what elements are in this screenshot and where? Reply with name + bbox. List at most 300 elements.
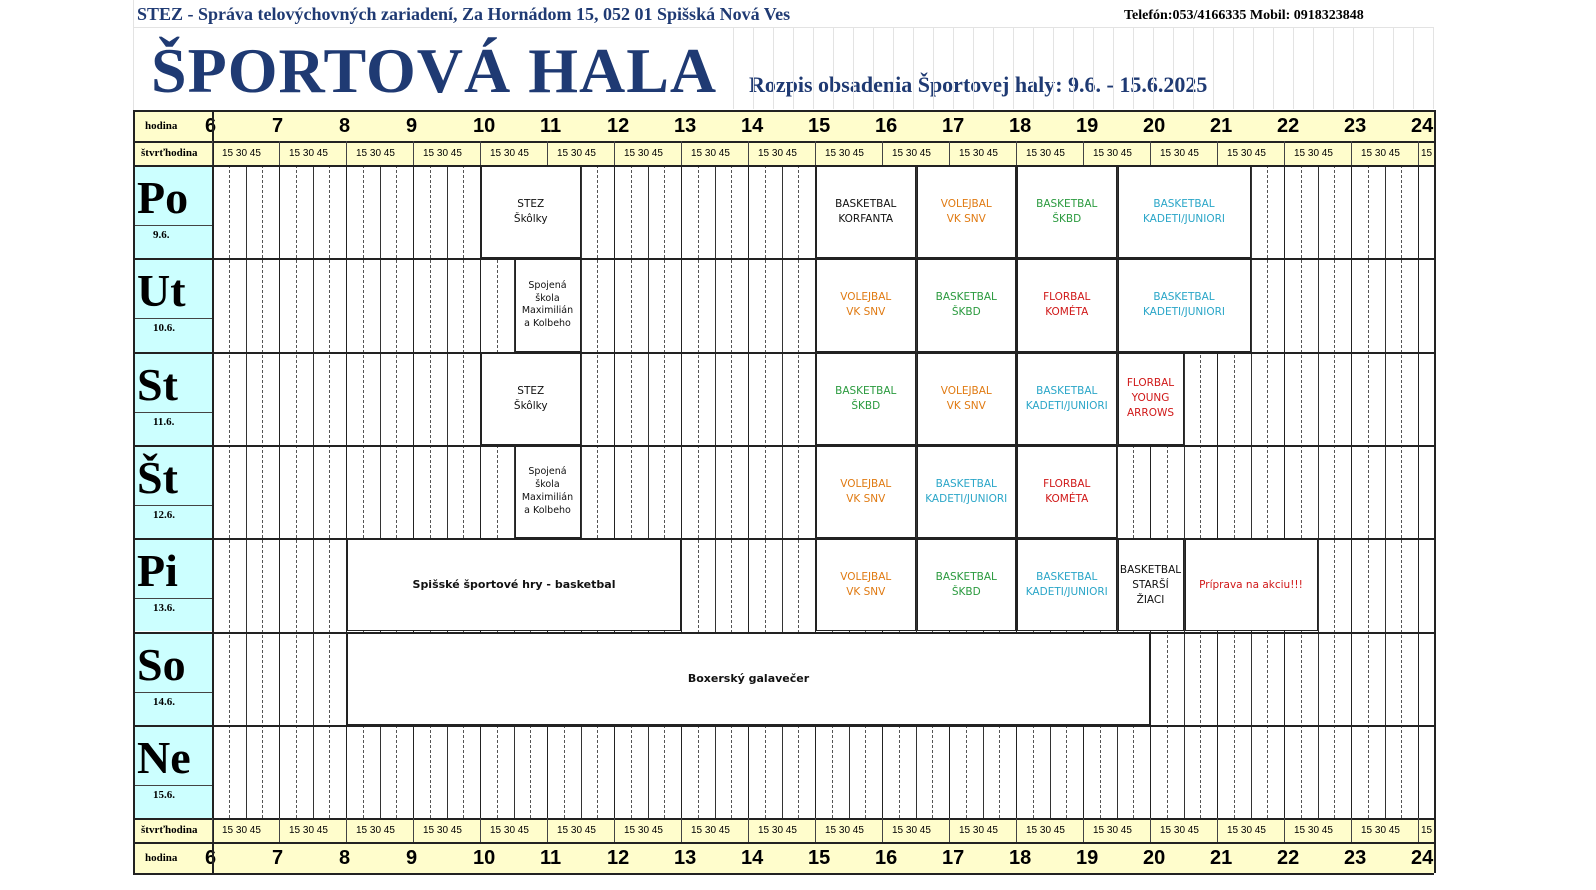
event-line: BASKETBAL — [935, 291, 997, 304]
event-text — [1143, 197, 1225, 227]
quarter-labels: 15 30 45 — [423, 148, 462, 159]
event-line: škola — [535, 479, 560, 491]
quarter-band-separator — [815, 818, 816, 842]
quarter-band-separator — [748, 818, 749, 842]
event-line: BASKETBAL — [1153, 291, 1215, 304]
quarter-gridline — [1385, 165, 1386, 818]
quarter-band-separator — [614, 818, 615, 842]
event-line: VK SNV — [846, 586, 886, 599]
schedule-event[interactable] — [1017, 539, 1117, 631]
border-line — [133, 110, 135, 873]
hour-label: 17 — [942, 847, 965, 869]
event-line: a Kolbeho — [524, 318, 571, 330]
border-line — [1434, 110, 1436, 873]
hour-label: 8 — [339, 847, 351, 869]
schedule-event[interactable] — [1017, 353, 1117, 445]
quarter-band-separator — [279, 818, 280, 842]
quarter-band-separator — [1418, 818, 1419, 842]
quarter-labels: 15 30 45 — [691, 148, 730, 159]
event-text — [840, 290, 891, 320]
sheet-gridline — [1173, 27, 1174, 109]
hour-gridline — [279, 165, 280, 818]
quarter-band-separator — [212, 818, 213, 842]
quarter-labels: 15 30 45 — [1294, 148, 1333, 159]
hour-label: 23 — [1344, 847, 1367, 869]
event-line: ŠKBD — [851, 399, 881, 412]
sheet-gridline — [893, 27, 894, 109]
hour-label: 9 — [406, 115, 418, 137]
quarter-gridline — [1368, 165, 1369, 818]
hour-label: 14 — [741, 115, 764, 137]
day-date-separator — [133, 505, 212, 506]
quarter-band-separator — [346, 141, 347, 165]
hour-gridline — [1418, 165, 1419, 818]
quarter-labels: 15 30 45 — [1361, 825, 1400, 836]
quarter-gridline — [296, 165, 297, 818]
sheet-gridline — [1313, 27, 1314, 109]
event-text — [925, 477, 1007, 507]
quarter-band-separator — [413, 818, 414, 842]
quarter-labels: 15 30 45 — [356, 825, 395, 836]
schedule-event[interactable] — [515, 259, 581, 351]
hour-label: 12 — [607, 847, 630, 869]
sheet-gridline — [1193, 27, 1194, 109]
quarter-labels: 15 30 45 — [825, 825, 864, 836]
quarter-labels: 15 30 45 — [289, 148, 328, 159]
quarter-band-separator — [882, 141, 883, 165]
event-text — [941, 384, 992, 414]
sheet-gridline — [1013, 27, 1014, 109]
event-line: STEZ — [517, 197, 545, 210]
hour-label: 12 — [607, 115, 630, 137]
event-line: Boxerský galavečer — [687, 671, 810, 685]
row-line — [133, 445, 1434, 447]
hour-label: 14 — [741, 847, 764, 869]
day-date: 13.6. — [153, 602, 175, 615]
event-line: ŠKBD — [951, 306, 981, 319]
quarter-band-separator — [1083, 141, 1084, 165]
event-line: Škôlky — [513, 213, 548, 226]
day-name: Ne — [137, 731, 191, 783]
sheet-gridline — [833, 27, 834, 109]
hour-label: 19 — [1076, 115, 1099, 137]
quarter-gridline — [246, 165, 247, 818]
sheet-gridline — [1273, 27, 1274, 109]
sheet-gridline — [1353, 27, 1354, 109]
event-line: KORFANTA — [838, 213, 894, 226]
schedule-event[interactable] — [816, 353, 916, 445]
event-text — [840, 477, 891, 507]
schedule-event[interactable] — [816, 259, 916, 351]
page-title: ŠPORTOVÁ HALA — [151, 35, 718, 106]
hour-label: 24 — [1411, 115, 1434, 137]
quarter-band-separator — [681, 141, 682, 165]
event-line: Spojená — [528, 279, 567, 291]
event-text — [1119, 563, 1183, 609]
day-date: 9.6. — [153, 229, 170, 241]
schedule-event[interactable] — [917, 353, 1017, 445]
event-line: BASKETBAL — [835, 197, 897, 210]
quarter-band-separator — [480, 141, 481, 165]
sheet-gridline — [1093, 27, 1094, 109]
sheet-gridline — [793, 27, 794, 109]
event-line: BASKETBAL — [935, 477, 997, 490]
quarter-gridline — [262, 165, 263, 818]
schedule-event[interactable] — [1017, 446, 1117, 538]
event-line: VOLEJBAL — [840, 571, 892, 584]
hour-label: 15 — [808, 847, 831, 869]
sheet-gridline — [1153, 27, 1154, 109]
event-line: STEZ — [517, 384, 545, 397]
quarter-labels: 15 30 45 — [557, 825, 596, 836]
day-date-separator — [133, 785, 212, 786]
quarter-band-separator — [1217, 818, 1218, 842]
event-line: YOUNG — [1131, 392, 1170, 405]
hour-band — [133, 842, 1434, 873]
sheet-gridline — [733, 27, 734, 109]
quarter-band-separator — [1016, 141, 1017, 165]
event-line: VK SNV — [846, 306, 886, 319]
event-line: KADETI/JUNIORI — [1142, 213, 1226, 226]
quarter-gridline — [1401, 165, 1402, 818]
event-line: Spišské športové hry - basketbal — [412, 578, 616, 592]
event-text — [936, 290, 997, 320]
quarter-labels: 15 30 45 — [691, 825, 730, 836]
schedule-event[interactable] — [347, 539, 681, 631]
sheet-gridline — [933, 27, 934, 109]
event-text — [840, 570, 891, 600]
event-line: ŠKBD — [951, 586, 981, 599]
quarter-gridline — [1301, 165, 1302, 818]
event-line: Spojená — [528, 466, 567, 478]
hour-label: 8 — [339, 115, 351, 137]
sheet-gridline — [133, 0, 134, 110]
quarter-band-separator — [1418, 141, 1419, 165]
event-line: BASKETBAL — [1036, 197, 1098, 210]
quarter-labels: 15 30 45 — [1227, 148, 1266, 159]
hour-row-label: hodina — [145, 852, 178, 864]
schedule-event[interactable] — [917, 539, 1017, 631]
hour-label: 15 — [808, 115, 831, 137]
event-line: FLORBAL — [1043, 477, 1091, 490]
event-text — [1026, 384, 1108, 414]
hour-label: 11 — [540, 847, 562, 869]
hour-label: 13 — [674, 115, 697, 137]
quarter-band-separator — [1351, 141, 1352, 165]
quarter-band-separator — [547, 141, 548, 165]
hour-label: 10 — [473, 847, 496, 869]
schedule-event[interactable] — [1185, 539, 1318, 631]
event-text — [1043, 477, 1090, 507]
hour-label: 18 — [1009, 847, 1032, 869]
quarter-gridline — [313, 165, 314, 818]
hour-label: 6 — [205, 847, 217, 869]
quarter-band-separator — [1083, 818, 1084, 842]
schedule-event[interactable] — [481, 166, 581, 258]
event-text — [522, 466, 573, 517]
day-name: Pi — [137, 545, 178, 597]
hour-label: 10 — [473, 115, 496, 137]
hour-label: 23 — [1344, 115, 1367, 137]
event-line: VOLEJBAL — [940, 384, 992, 397]
row-line — [133, 352, 1434, 354]
hour-label: 9 — [406, 847, 418, 869]
schedule-event[interactable] — [816, 539, 916, 631]
quarter-gridline — [329, 165, 330, 818]
quarter-band-separator — [346, 818, 347, 842]
quarter-gridline — [1267, 165, 1268, 818]
hour-label: 19 — [1076, 847, 1099, 869]
sheet-gridline — [993, 27, 994, 109]
quarter-band-separator — [547, 818, 548, 842]
hour-label: 24 — [1411, 847, 1434, 869]
event-text — [1127, 376, 1174, 422]
hour-label: 22 — [1277, 847, 1300, 869]
event-line: Škôlky — [513, 399, 548, 412]
day-date: 14.6. — [153, 695, 175, 708]
quarter-band-separator — [748, 141, 749, 165]
hour-label: 16 — [875, 847, 898, 869]
border-line — [212, 110, 214, 873]
event-text — [835, 384, 896, 414]
event-text — [835, 197, 896, 227]
hour-label: 17 — [942, 115, 965, 137]
event-line: ŠKBD — [1052, 213, 1082, 226]
event-line: VOLEJBAL — [840, 291, 892, 304]
sheet-gridline — [1373, 27, 1374, 109]
schedule-event[interactable] — [816, 446, 916, 538]
quarter-band-separator — [614, 141, 615, 165]
quarter-labels: 15 30 45 — [959, 148, 998, 159]
quarter-gridline — [1251, 165, 1252, 818]
sheet-gridline — [1393, 27, 1394, 109]
sheet-gridline — [1333, 27, 1334, 109]
event-line: KOMÉTA — [1045, 493, 1089, 506]
quarter-labels: 15 30 45 — [1160, 148, 1199, 159]
quarter-labels: 15 30 45 — [222, 148, 261, 159]
hour-label: 13 — [674, 847, 697, 869]
sheet-gridline — [1293, 27, 1294, 109]
quarter-labels: 15 30 45 — [1026, 148, 1065, 159]
quarter-band-separator — [1351, 818, 1352, 842]
schedule-event[interactable] — [917, 259, 1017, 351]
row-line — [133, 842, 1434, 844]
sheet-gridline — [1253, 27, 1254, 109]
quarter-labels: 15 30 45 — [356, 148, 395, 159]
event-line: Maximilián — [521, 305, 574, 317]
event-text — [688, 671, 809, 687]
day-date: 15.6. — [153, 788, 175, 801]
quarter-row-label: štvrťhodina — [141, 824, 198, 836]
quarter-band-separator — [1284, 818, 1285, 842]
event-line: BASKETBAL — [1153, 197, 1215, 210]
quarter-labels: 15 30 45 — [1227, 825, 1266, 836]
event-line: Príprava na akciu!!! — [1199, 578, 1303, 591]
hour-gridline — [1284, 165, 1285, 818]
event-line: STARŠÍ ŽIACI — [1132, 578, 1169, 606]
sheet-gridline — [1133, 27, 1134, 109]
quarter-labels: 15 30 45 — [289, 825, 328, 836]
quarter-labels: 15 30 45 — [1361, 148, 1400, 159]
quarter-labels: 15 30 45 — [1093, 148, 1132, 159]
day-date-separator — [133, 412, 212, 413]
row-line — [133, 725, 1434, 727]
sheet-gridline — [773, 27, 774, 109]
quarter-band-separator — [1217, 141, 1218, 165]
sheet-gridline — [1113, 27, 1114, 109]
event-line: KADETI/JUNIORI — [1142, 306, 1226, 319]
event-line: KADETI/JUNIORI — [925, 493, 1008, 506]
contact-info: Telefón:053/4166335 Mobil: 0918323848 — [1124, 8, 1364, 23]
day-name: Št — [137, 451, 178, 503]
hour-label: 16 — [875, 115, 898, 137]
event-line: BASKETBAL — [1036, 571, 1098, 584]
hour-label: 21 — [1210, 847, 1233, 869]
sheet-gridline — [1433, 27, 1434, 109]
day-date: 12.6. — [153, 508, 175, 521]
quarter-band-separator — [279, 141, 280, 165]
event-line: FLORBAL — [1126, 376, 1175, 389]
hour-label: 20 — [1143, 115, 1166, 137]
day-name: St — [137, 358, 178, 410]
sheet-gridline — [753, 27, 754, 109]
event-text — [1143, 290, 1225, 320]
row-line — [133, 818, 1434, 820]
quarter-band-separator — [681, 818, 682, 842]
event-line: VOLEJBAL — [840, 477, 892, 490]
hour-label: 7 — [272, 115, 284, 137]
sheet-gridline — [953, 27, 954, 109]
hour-row-label: hodina — [145, 120, 178, 132]
quarter-labels: 15 30 45 — [624, 825, 663, 836]
day-date: 10.6. — [153, 322, 175, 335]
quarter-band-separator — [882, 818, 883, 842]
quarter-labels: 15 30 45 — [490, 825, 529, 836]
day-date-separator — [133, 225, 212, 226]
quarter-labels: 15 — [1421, 148, 1433, 159]
event-line: a Kolbeho — [524, 504, 571, 516]
event-line: VOLEJBAL — [940, 197, 992, 210]
event-line: VK SNV — [846, 493, 886, 506]
event-line: ARROWS — [1126, 407, 1175, 420]
quarter-gridline — [1334, 165, 1335, 818]
quarter-labels: 15 30 45 — [1294, 825, 1333, 836]
hour-label: 20 — [1143, 847, 1166, 869]
event-text — [514, 197, 548, 227]
sheet-gridline — [873, 27, 874, 109]
day-name: So — [137, 638, 186, 690]
quarter-band-separator — [413, 141, 414, 165]
row-line — [133, 141, 1434, 143]
sheet-gridline — [133, 27, 1434, 28]
schedule-event[interactable] — [1118, 166, 1251, 258]
quarter-labels: 15 30 45 — [222, 825, 261, 836]
event-text — [522, 280, 573, 331]
hour-label: 18 — [1009, 115, 1032, 137]
quarter-labels: 15 30 45 — [423, 825, 462, 836]
schedule-event[interactable] — [917, 446, 1017, 538]
quarter-labels: 15 — [1421, 825, 1433, 836]
sheet-gridline — [1213, 27, 1214, 109]
hour-label: 7 — [272, 847, 284, 869]
quarter-labels: 15 30 45 — [959, 825, 998, 836]
quarter-labels: 15 30 45 — [892, 825, 931, 836]
day-date: 11.6. — [153, 415, 175, 428]
event-line: FLORBAL — [1043, 291, 1091, 304]
organization-line: STEZ - Správa telovýchovných zariadení, Za Hornádom 15, 052 01 Spišská Nová Ves — [137, 4, 791, 24]
quarter-labels: 15 30 45 — [1160, 825, 1199, 836]
event-text — [1043, 290, 1090, 320]
event-text — [1199, 578, 1303, 593]
sheet-gridline — [1053, 27, 1054, 109]
event-text — [413, 577, 616, 593]
day-date-separator — [133, 692, 212, 693]
quarter-labels: 15 30 45 — [624, 148, 663, 159]
schedule-event[interactable] — [481, 353, 581, 445]
event-line: BASKETBAL — [935, 571, 997, 584]
sheet-gridline — [913, 27, 914, 109]
hour-label: 11 — [540, 115, 562, 137]
event-line: Maximilián — [521, 492, 574, 504]
quarter-labels: 15 30 45 — [1093, 825, 1132, 836]
quarter-band-separator — [212, 141, 213, 165]
row-line — [133, 873, 1434, 875]
schedule-event[interactable] — [1017, 259, 1117, 351]
event-line: BASKETBAL — [835, 384, 897, 397]
event-line: VK SNV — [946, 399, 986, 412]
schedule-event[interactable] — [1118, 259, 1251, 351]
event-text — [1026, 570, 1108, 600]
sheet-gridline — [853, 27, 854, 109]
sheet-gridline — [1413, 27, 1414, 109]
quarter-labels: 15 30 45 — [758, 148, 797, 159]
quarter-labels: 15 30 45 — [825, 148, 864, 159]
hour-label: 21 — [1210, 115, 1233, 137]
schedule-event[interactable] — [1017, 166, 1117, 258]
event-text — [1036, 197, 1097, 227]
event-line: KADETI/JUNIORI — [1025, 586, 1108, 599]
schedule-event[interactable] — [816, 166, 916, 258]
sheet-gridline — [1073, 27, 1074, 109]
schedule-event[interactable] — [1118, 353, 1184, 445]
day-date-separator — [133, 318, 212, 319]
quarter-band-separator — [1016, 818, 1017, 842]
quarter-labels: 15 30 45 — [557, 148, 596, 159]
hour-label: 22 — [1277, 115, 1300, 137]
schedule-event[interactable] — [347, 633, 1150, 725]
event-line: škola — [535, 292, 560, 304]
quarter-labels: 15 30 45 — [1026, 825, 1065, 836]
day-date-separator — [133, 598, 212, 599]
schedule-event[interactable] — [515, 446, 581, 538]
schedule-event[interactable] — [1118, 539, 1184, 631]
quarter-gridline — [1318, 165, 1319, 818]
event-line: BASKETBAL — [1119, 563, 1182, 576]
day-name: Ut — [137, 265, 186, 317]
sheet-gridline — [973, 27, 974, 109]
event-line: KOMÉTA — [1045, 306, 1089, 319]
quarter-row-label: štvrťhodina — [141, 147, 198, 159]
sheet-gridline — [1033, 27, 1034, 109]
hour-band — [133, 110, 1434, 141]
event-line: KADETI/JUNIORI — [1025, 399, 1108, 412]
quarter-band-separator — [480, 818, 481, 842]
hour-gridline — [1351, 165, 1352, 818]
quarter-gridline — [229, 165, 230, 818]
row-line — [133, 110, 1434, 112]
sheet-gridline — [1233, 27, 1234, 109]
schedule-event[interactable] — [917, 166, 1017, 258]
